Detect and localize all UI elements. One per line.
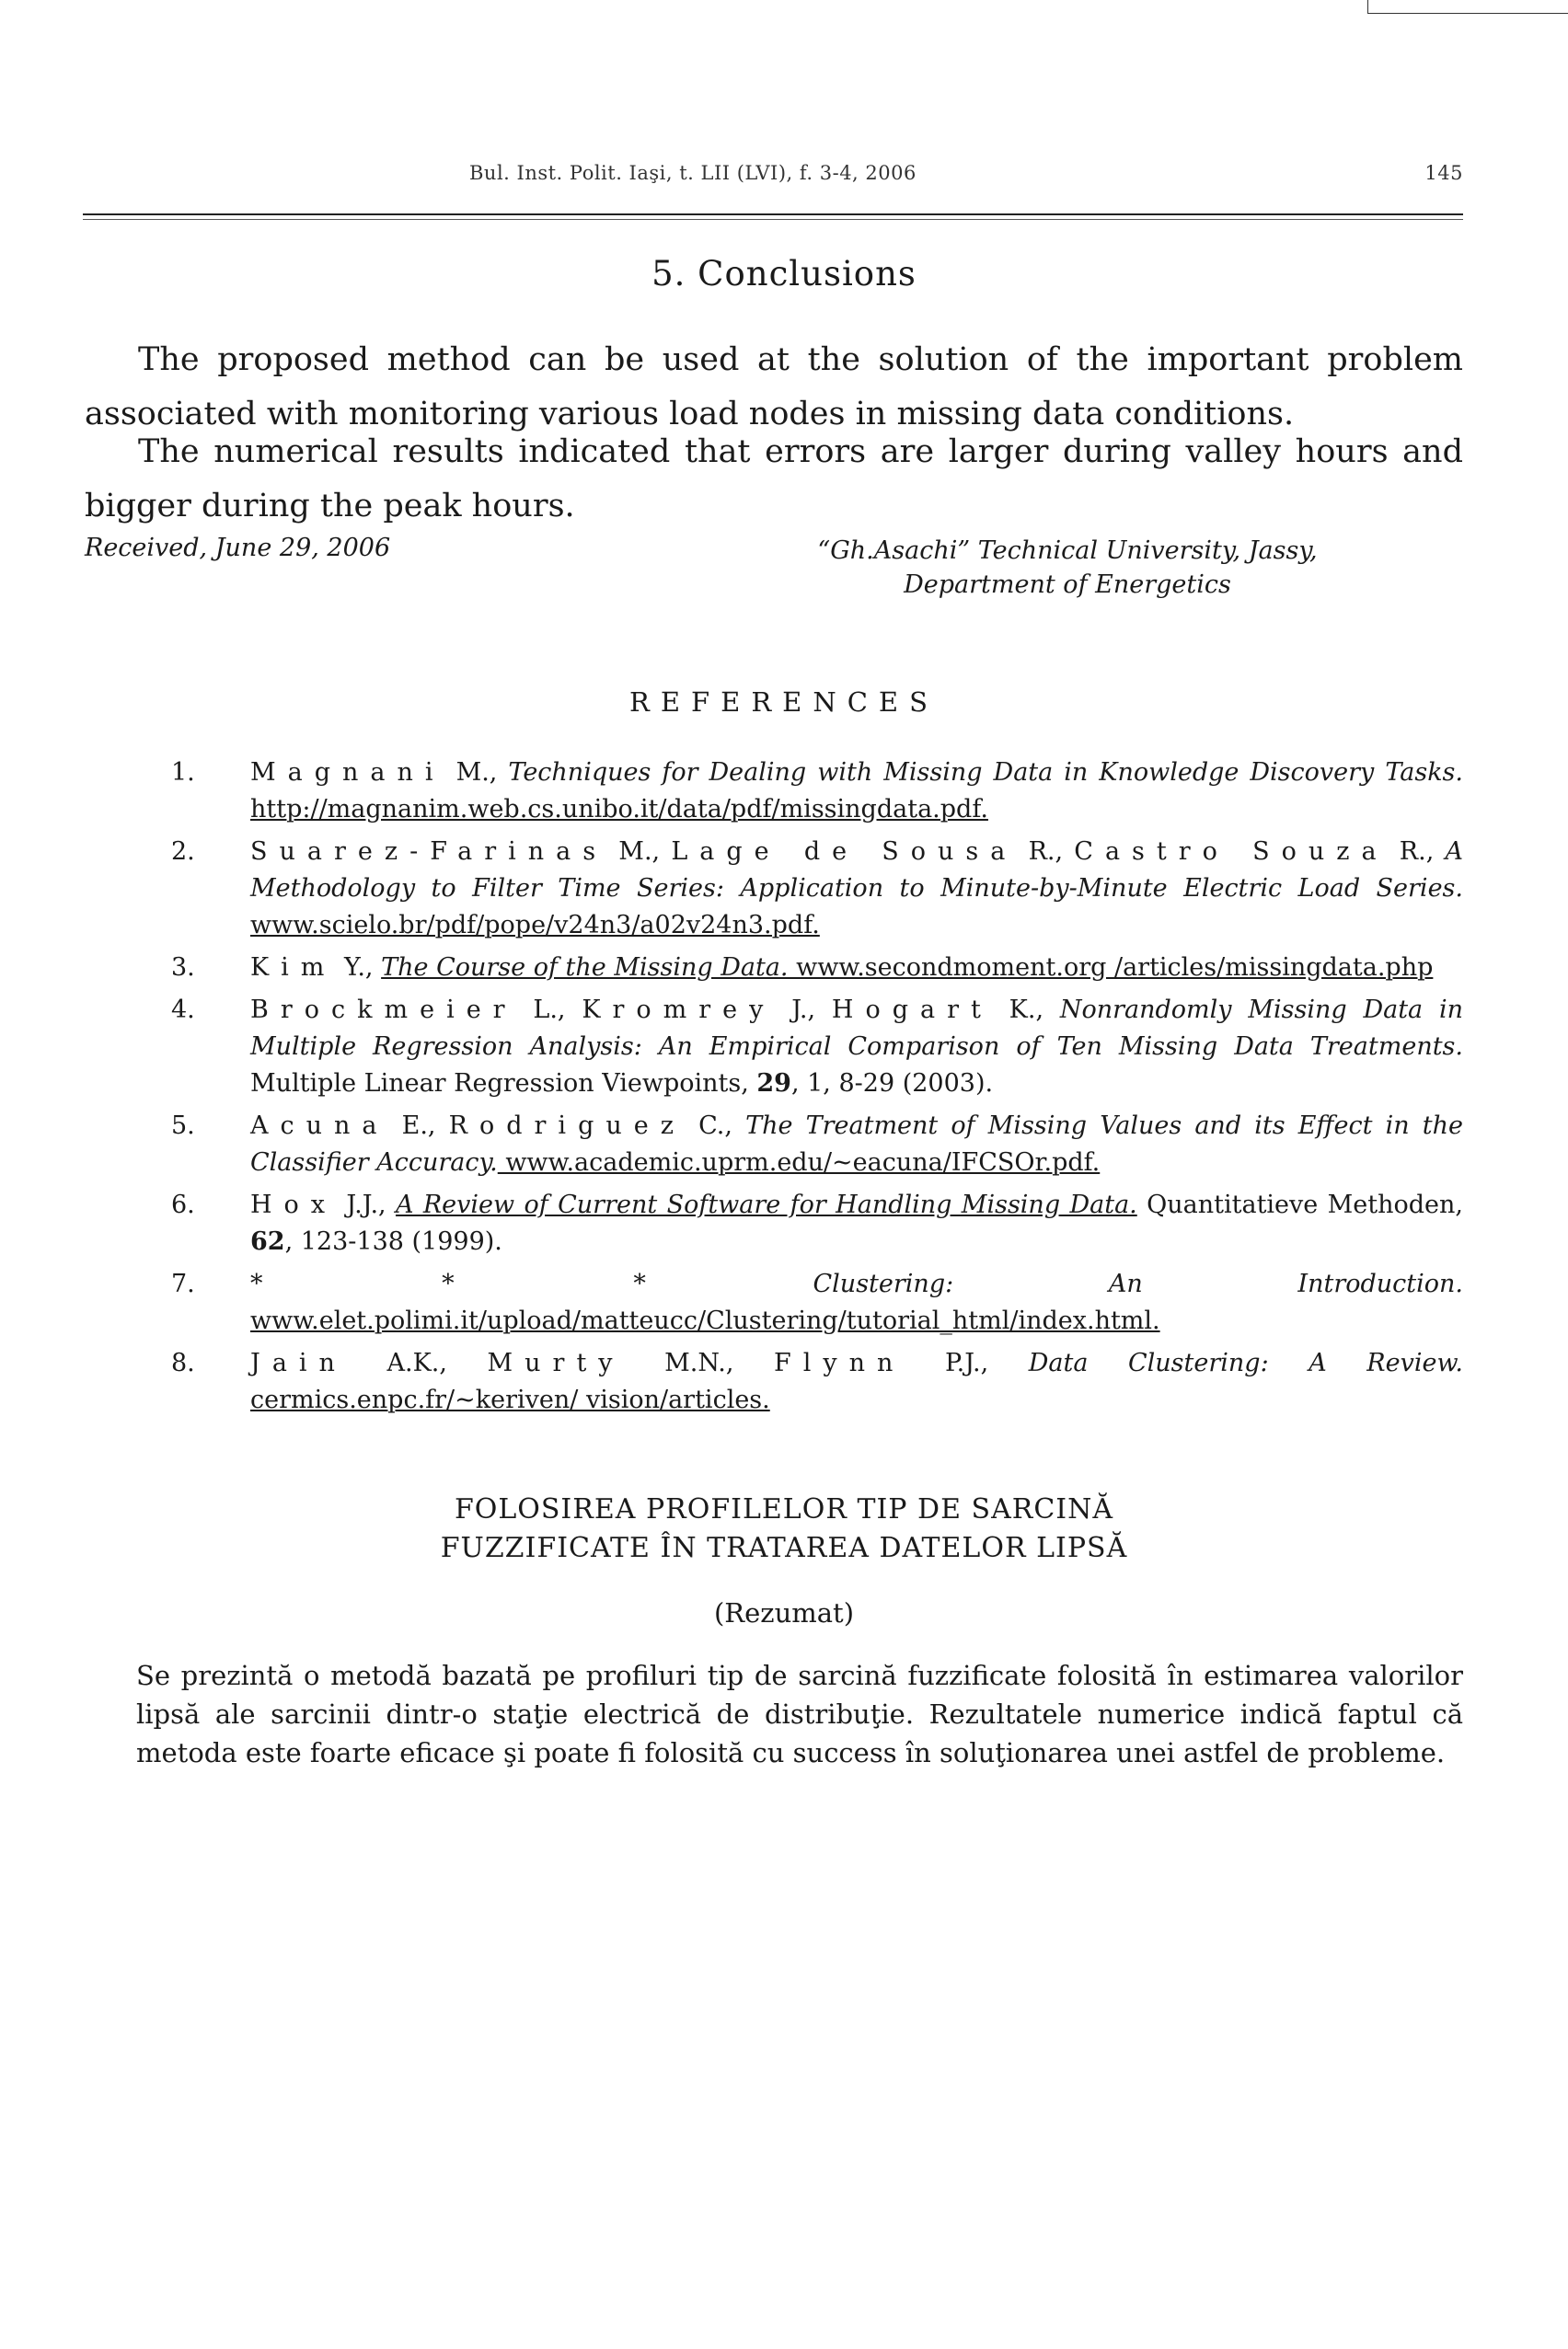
reference-item: 4. Brockmeier L., Kromrey J., Hogart K., Nonrandomly Missing Data in Multiple Regression Analysis: An Empirical Comparison of Ten Missing Data Treatments. Multiple Linear Regression Viewpoints, 29, 1, 8-29 (2003). [171, 996, 1463, 1098]
conclusion-paragraph: The proposed method can be used at the solution of the important problem associated with monitoring various load nodes in missing data conditions. [85, 341, 1463, 432]
journal-citation: Bul. Inst. Polit. Iaşi, t. LII (LVI), f. 3-4, 2006 [469, 162, 917, 184]
affiliation [699, 534, 1435, 602]
summary-title [0, 1491, 1568, 1568]
section-title: 5. Conclusions [651, 254, 917, 294]
received-date: Received, June 29, 2006 [85, 534, 391, 562]
summary-subtitle: (Rezumat) [713, 1597, 855, 1629]
summary-text: Se prezintă o metodă bazată pe profiluri tip de sarcină fuzzificate folosită în estimarea valorilor lipsă ale sarcinii dintr-o staţie electrică de distribuţie. Rezultatele numerice indică faptul că metoda este foarte eficace şi poate fi folosită cu success în soluţionarea unei astfel de probleme. [136, 1660, 1463, 1768]
reference-item: 6. Hox J.J., A Review of Current Software for Handling Missing Data. Quantitatieve Methoden, 62, 123-138 (1999). [171, 1191, 1463, 1256]
reference-item: 8. Jain A.K., Murty M.N., Flynn P.J., Data Clustering: A Review. cermics.enpc.fr/~keriven/ vision/articles. [171, 1349, 1463, 1414]
header-rule [83, 219, 1463, 220]
references-heading: REFERENCES [629, 686, 939, 718]
header-rule [83, 213, 1463, 215]
reference-item: 7. * * * Clustering: An Introduction. www.elet.polimi.it/upload/matteucc/Clustering/tutorial_html/index.html. [171, 1270, 1463, 1335]
conclusion-paragraph: The numerical results indicated that errors are larger during valley hours and bigger during the peak hours. [85, 433, 1463, 524]
reference-list [86, 754, 1463, 1424]
page-number: 145 [1424, 162, 1463, 184]
reference-item: 5. Acuna E., Rodriguez C., The Treatment of Missing Values and its Effect in the Classifier Accuracy. www.academic.uprm.edu/~eacuna/IFCSOr.pdf. [171, 1111, 1464, 1177]
scan-edge-mark [1367, 0, 1368, 13]
scan-edge-mark [1367, 13, 1568, 14]
affiliation-line: Department of Energetics [904, 570, 1231, 599]
summary-title-line: FOLOSIREA PROFILELOR TIP DE SARCINĂ [454, 1493, 1114, 1526]
affiliation-line: “Gh.Asachi” Technical University, Jassy, [817, 536, 1318, 565]
reference-item: 3. Kim Y., The Course of the Missing Data. www.secondmoment.org /articles/missingdata.php [171, 953, 1434, 982]
reference-item: 2. Suarez-Farinas M., Lage de Sousa R., Castro Souza R., A Methodology to Filter Time Series: Application to Minute-by-Minute Electric Load Series. www.scielo.br/pdf/pope/v24n3/a02v24n3.pdf. [171, 837, 1463, 939]
summary-title-line: FUZZIFICATE ÎN TRATAREA DATELOR LIPSĂ [440, 1532, 1128, 1564]
reference-item: 1. Magnani M., Techniques for Dealing with Missing Data in Knowledge Discovery Tasks. http://magnanim.web.cs.unibo.it/data/pdf/missingdata.pdf. [171, 758, 1463, 823]
